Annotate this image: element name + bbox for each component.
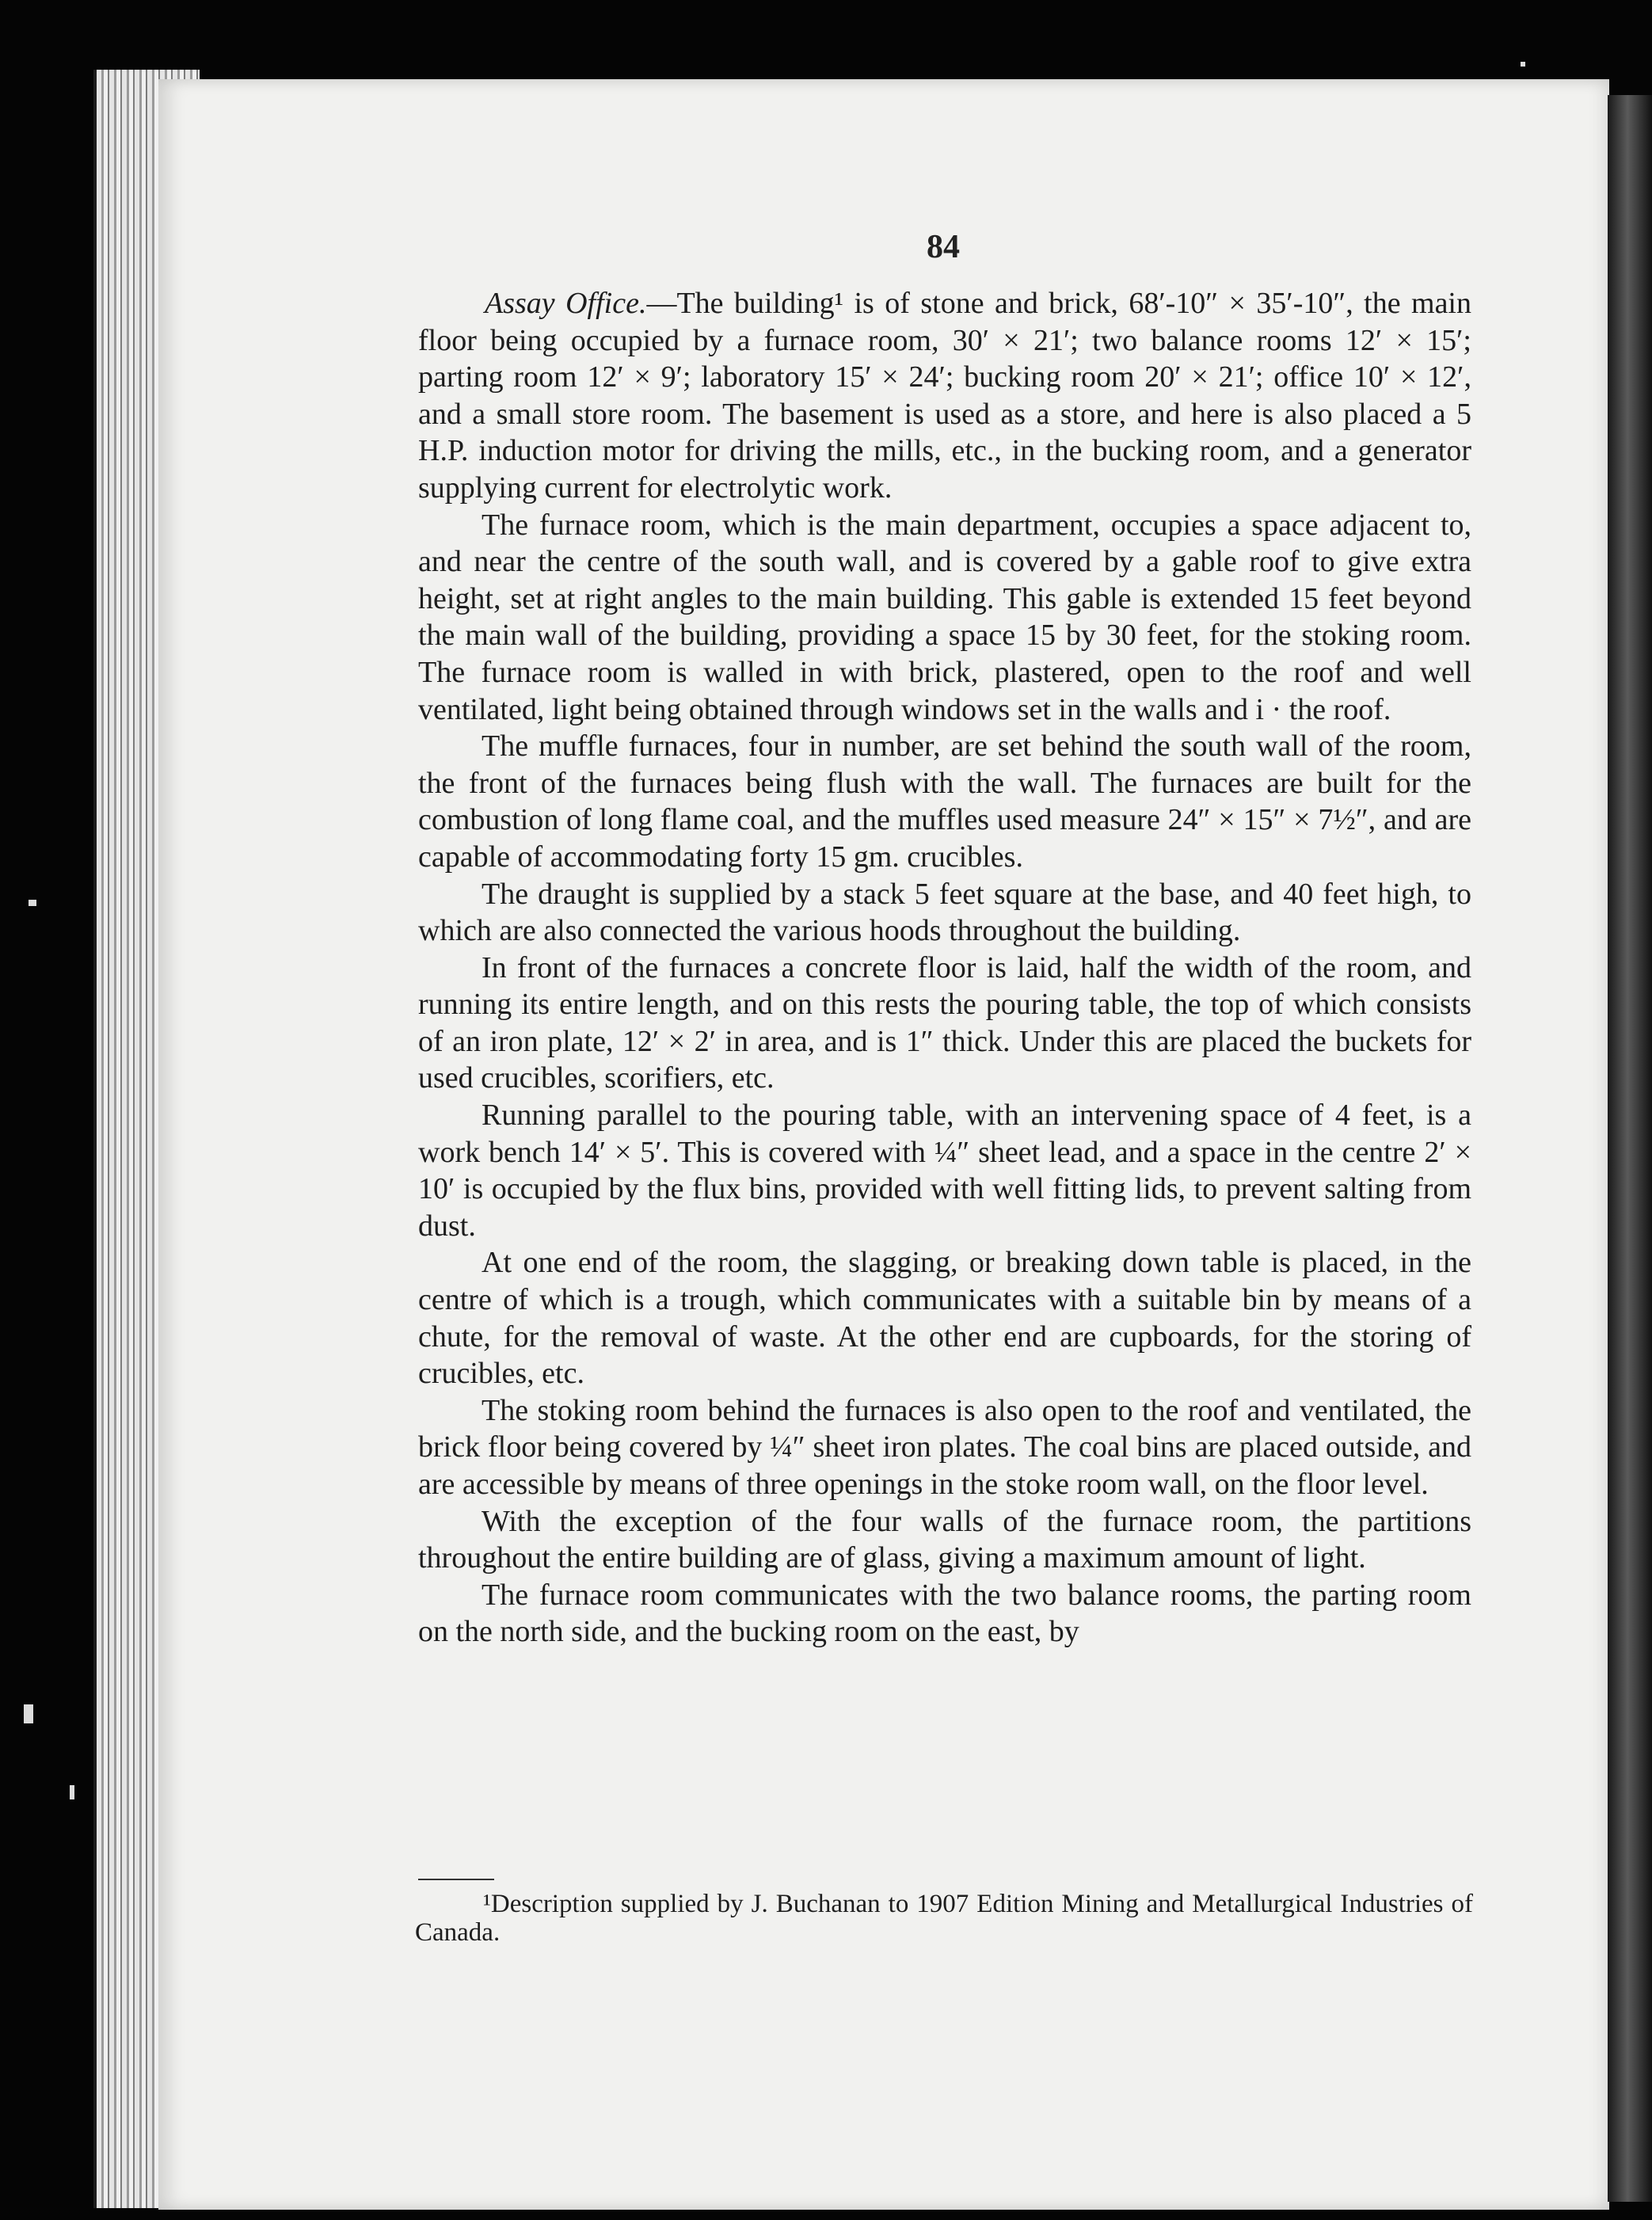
paragraph-10: The furnace room communicates with the two balance rooms, the parting room on the north side, and the bucking room on the east, by xyxy=(418,1578,1471,1649)
paragraph-1 xyxy=(418,285,1471,507)
paragraph-2: The furnace room, which is the main department, occupies a space adjacent to, and near the centre of the south wall, and is covered by a gable roof to give extra height, set at right angles to the main building. This gable is extended 15 feet beyond the main wall of the building, providing a space 15 by 30 feet, for the stoking room. The furnace room is walled in with brick, plastered, open to the roof and well ventilated, light being obtained through windows set in the walls and i · the roof. xyxy=(418,508,1471,726)
paragraph-4: The draught is supplied by a stack 5 feet square at the base, and 40 feet high, to which are also connected the various hoods throughout the building. xyxy=(418,877,1471,948)
section-heading: Assay Office. xyxy=(485,287,647,320)
page-number: 84 xyxy=(927,229,960,265)
scan-speck xyxy=(70,1785,74,1799)
paragraph-8: The stoking room behind the furnaces is also open to the roof and ventilated, the brick floor being covered by ¼″ sheet iron plates. The coal bins are placed outside, and are accessible by means of three openings in the stoke room wall, on the floor level. xyxy=(418,1393,1471,1501)
body-text xyxy=(418,285,1471,1651)
paragraph-7: At one end of the room, the slagging, or breaking down table is placed, in the centre of which is a trough, which communicates with a suitable bin by means of a chute, for the removal of waste. At the other end are cupboards, for the storing of crucibles, etc. xyxy=(418,1246,1471,1391)
scan-speck xyxy=(24,1704,33,1723)
paragraph-6: Running parallel to the pouring table, with an intervening space of 4 feet, is a work bench 14′ × 5′. This is covered with ¼″ sheet lead, and a space in the centre 2′ × 10′ is occupied by the flux bins, provided with well fitting lids, to prevent salting from dust. xyxy=(418,1099,1471,1243)
paragraph-3: The muffle furnaces, four in number, are set behind the south wall of the room, the front of the furnaces being flush with the wall. The furnaces are built for the combustion of long flame coal, and the muffles used measure 24″ × 15″ × 7½″, and are capable of accommodating forty 15 gm. crucibles. xyxy=(418,729,1471,874)
paragraph-5: In front of the furnaces a concrete floor is laid, half the width of the room, and running its entire length, and on this rests the pouring table, the top of which consists of an iron plate, 12′ × 2′ in area, and is 1″ thick. Under this are placed the buckets for used crucibles, scorifiers, etc. xyxy=(418,950,1471,1095)
footnote: ¹Description supplied by J. Buchanan to 1907 Edition Mining and Metallurgical Industries of Canada. xyxy=(415,1890,1473,1947)
paragraph-9: With the exception of the four walls of the furnace room, the partitions throughout the entire building are of glass, giving a maximum amount of light. xyxy=(418,1504,1471,1575)
scan-speck xyxy=(29,900,36,906)
scan-speck xyxy=(1521,62,1525,67)
footnote-rule xyxy=(418,1879,494,1880)
paragraph-1-text: —The building¹ is of stone and brick, 68′-10″ × 35′-10″, the main floor being occupied by a furnace room, 30′ × 21′; two balance rooms 12′ × 15′; parting room 12′ × 9′; laboratory 15′ × 24′; bucking room 20′ × 21′; office 10′ × 12′, and a small store room. The basement is used as a store, and here is also placed a 5 H.P. induction motor for driving the mills, etc., in the bucking room, and a generator supplying current for electrolytic work. xyxy=(418,287,1471,505)
book-spine-edge xyxy=(1608,95,1652,2202)
